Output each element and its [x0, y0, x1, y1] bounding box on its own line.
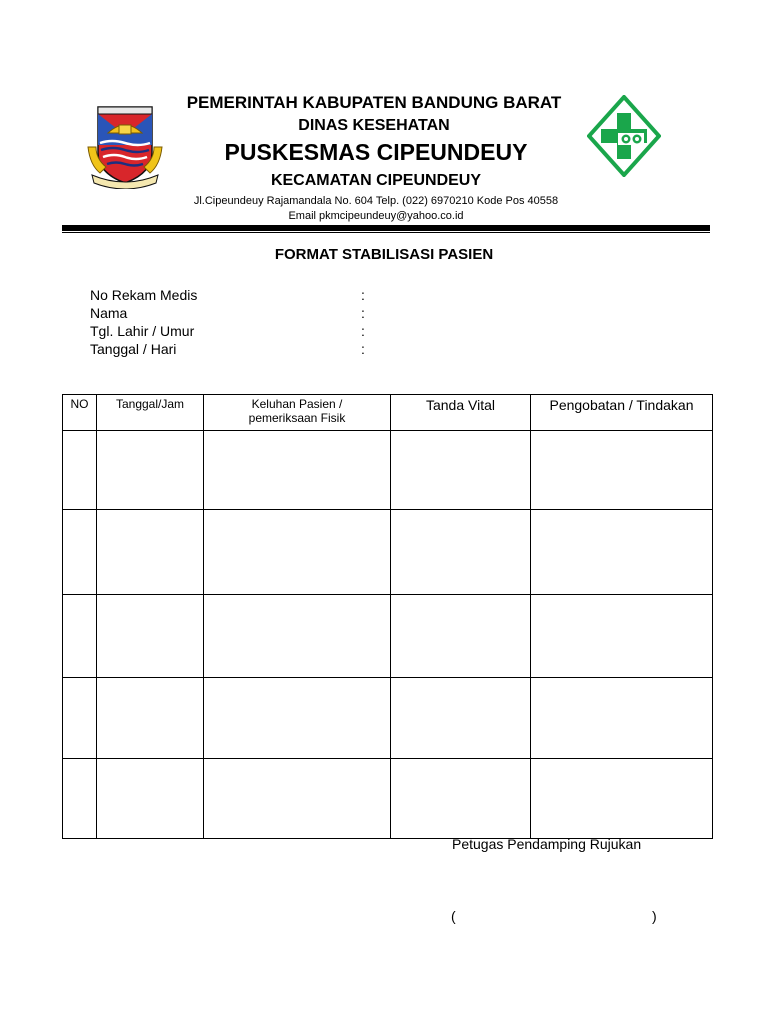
cell-treatment[interactable] — [531, 678, 713, 759]
cell-no[interactable] — [63, 595, 97, 678]
table-row — [63, 678, 713, 759]
cell-vitals[interactable] — [391, 510, 531, 595]
table-row — [63, 510, 713, 595]
table-header-row — [63, 395, 713, 431]
patient-fields — [90, 287, 371, 359]
field-label: Nama — [90, 305, 128, 321]
field-label: Tgl. Lahir / Umur — [90, 323, 195, 339]
cell-date-time[interactable] — [97, 678, 204, 759]
cell-vitals[interactable] — [391, 759, 531, 839]
table-row — [63, 759, 713, 839]
header-government: PEMERINTAH KABUPATEN BANDUNG BARAT — [186, 93, 562, 112]
cell-vitals[interactable] — [391, 431, 531, 510]
cell-date-time[interactable] — [97, 510, 204, 595]
cell-treatment[interactable] — [531, 595, 713, 678]
cell-vitals[interactable] — [391, 678, 531, 759]
puskesmas-cross-icon — [587, 95, 661, 177]
signature-paren-open: ( — [451, 908, 456, 924]
col-header-no: NO — [63, 395, 97, 431]
header-district: KECAMATAN CIPEUNDEUY — [270, 172, 482, 189]
col-header-date-time: Tanggal/Jam — [97, 395, 204, 431]
cell-treatment[interactable] — [531, 510, 713, 595]
field-birthdate-age[interactable] — [90, 323, 371, 341]
header-divider-thick — [62, 225, 710, 231]
header-department: DINAS KESEHATAN — [298, 117, 450, 134]
document-title: FORMAT STABILISASI PASIEN — [274, 246, 494, 263]
header-institution: PUSKESMAS CIPEUNDEUY — [224, 139, 528, 165]
cell-date-time[interactable] — [97, 759, 204, 839]
field-date-day[interactable] — [90, 341, 371, 359]
col-header-complaint-line1: Keluhan Pasien / — [251, 397, 343, 411]
col-header-complaint — [204, 395, 391, 431]
header-email: Email pkmcipeundeuy@yahoo.co.id — [288, 210, 464, 222]
stabilization-table — [62, 394, 713, 839]
col-header-vitals: Tanda Vital — [391, 395, 531, 431]
cell-no[interactable] — [63, 510, 97, 595]
cell-treatment[interactable] — [531, 431, 713, 510]
cell-complaint[interactable] — [204, 595, 391, 678]
field-colon: : — [361, 305, 365, 321]
cell-no[interactable] — [63, 678, 97, 759]
cell-treatment[interactable] — [531, 759, 713, 839]
signature-label: Petugas Pendamping Rujukan — [452, 836, 642, 852]
signature-paren-close: ) — [652, 908, 657, 924]
field-colon: : — [361, 341, 365, 357]
field-colon: : — [361, 323, 365, 339]
table-row — [63, 595, 713, 678]
col-header-complaint-line2: pemeriksaan Fisik — [248, 411, 346, 425]
cell-complaint[interactable] — [204, 678, 391, 759]
cell-complaint[interactable] — [204, 759, 391, 839]
cell-vitals[interactable] — [391, 595, 531, 678]
field-colon: : — [361, 287, 365, 303]
col-header-treatment: Pengobatan / Tindakan — [531, 395, 713, 431]
field-label: No Rekam Medis — [90, 287, 198, 303]
cell-date-time[interactable] — [97, 431, 204, 510]
header-divider-thin — [62, 232, 710, 233]
cell-no[interactable] — [63, 759, 97, 839]
header-address: Jl.Cipeundeuy Rajamandala No. 604 Telp. (022) 6970210 Kode Pos 40558 — [193, 195, 559, 207]
cell-complaint[interactable] — [204, 510, 391, 595]
cell-date-time[interactable] — [97, 595, 204, 678]
cell-complaint[interactable] — [204, 431, 391, 510]
table-row — [63, 431, 713, 510]
cell-no[interactable] — [63, 431, 97, 510]
field-medical-record[interactable] — [90, 287, 371, 305]
field-label: Tanggal / Hari — [90, 341, 177, 357]
field-name[interactable] — [90, 305, 371, 323]
